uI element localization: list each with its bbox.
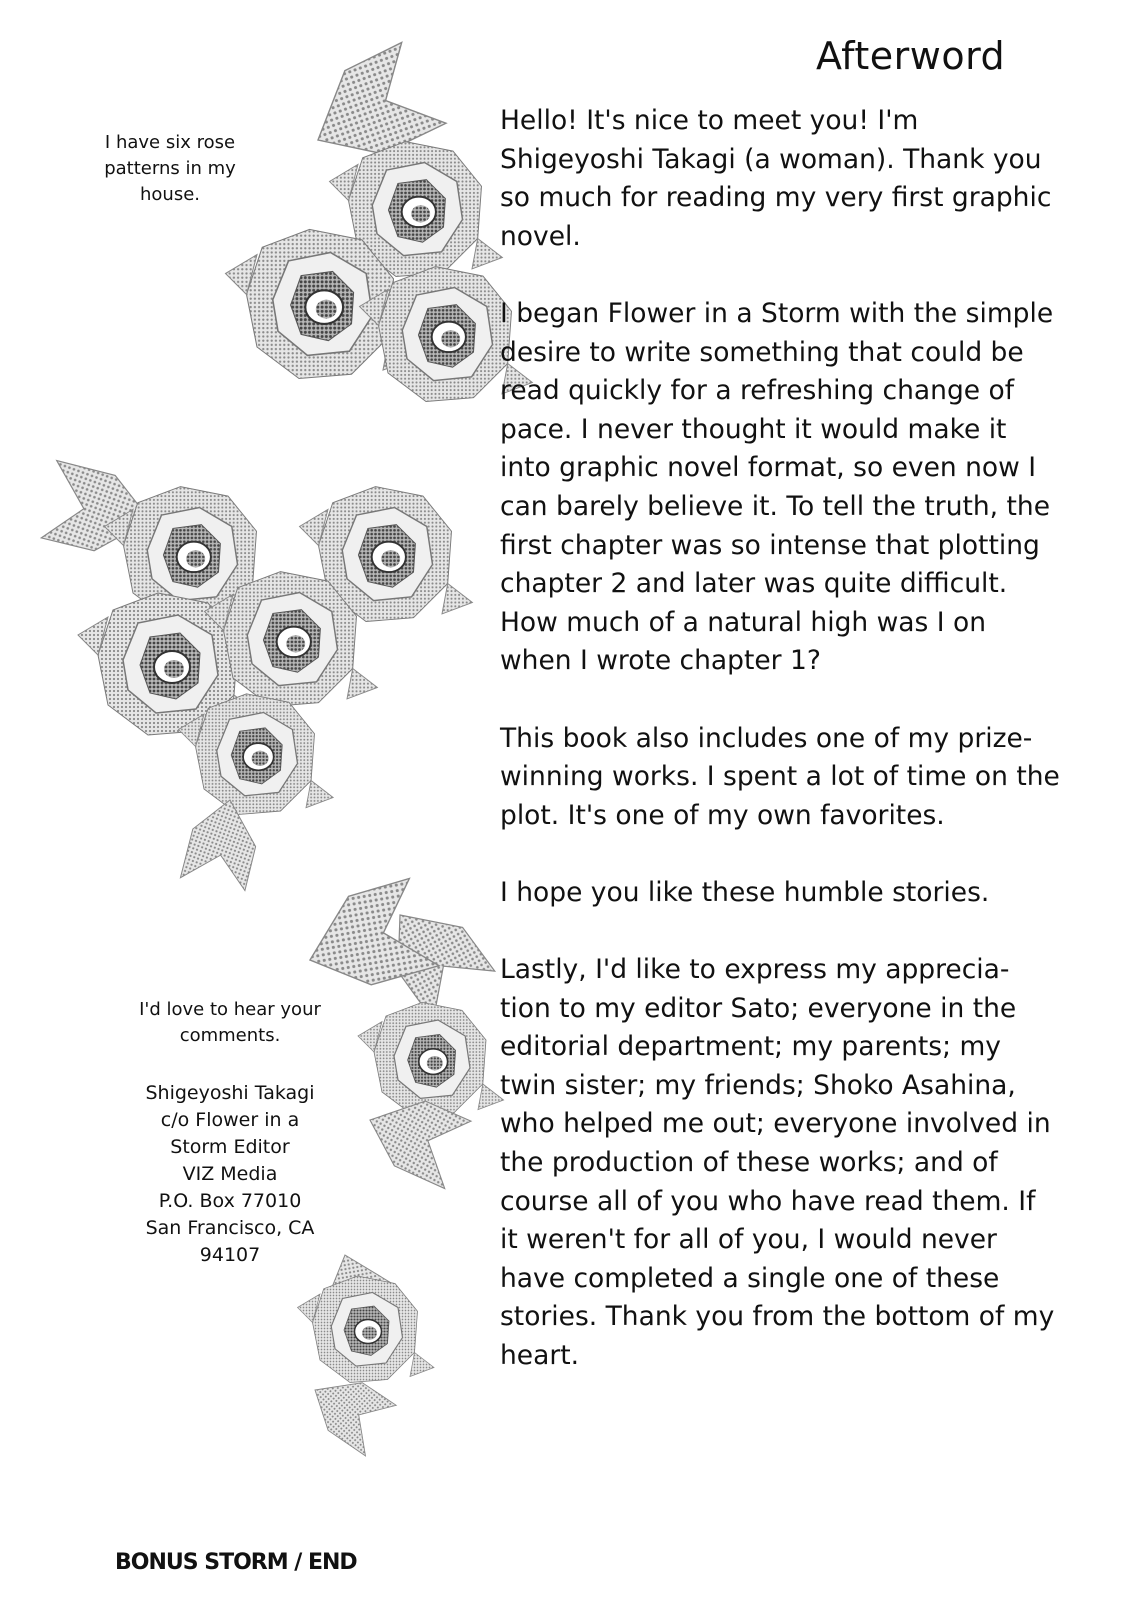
paragraph-story-origin: I began Flower in a Storm with the simple desire to write something that could be read quickly for a refreshing change of pace. I never thought it would make it into graphic novel format, so even now I can barely believe it. To tell the truth, the first chapter was so intense that plotting chapter 2 and later was quite difficult. How much of a natural high was I on when I wrote chapter 1? [500, 297, 1054, 677]
address-line: San Francisco, CA [145, 1217, 315, 1239]
comments-note: I'd love to hear your comments. [139, 999, 321, 1046]
address-line: 94107 [199, 1244, 261, 1266]
address-line: Storm Editor [170, 1136, 290, 1158]
rose-patterns-note: I have six rose patterns in my house. [104, 132, 236, 205]
end-label: BONUS STORM / END [115, 1550, 357, 1575]
address-line: Shigeyoshi Takagi [145, 1082, 315, 1104]
address-line: VIZ Media [182, 1163, 278, 1185]
paragraph-greeting: Hello! It's nice to meet you! I'm Shigeyoshi Takagi (a woman). Thank you so much for reading my very first graphic novel. [500, 105, 1052, 252]
afterword-body [500, 102, 1060, 1376]
address-line: c/o Flower in a [160, 1109, 300, 1131]
page-title: Afterword [816, 34, 1006, 78]
mailing-address [120, 1080, 340, 1269]
paragraph-thanks: Lastly, I'd like to express my apprecia-tion to my editor Sato; everyone in the editorial department; my parents; my twin sister; my friends; Shoko Asahina, who helped me out; everyone involved in the production of these works; and of course all of you who have read them. If it weren't for all of you, I would never have completed a single one of these stories. Thank you from the bottom of my heart. [500, 954, 1055, 1371]
paragraph-hope: I hope you like these humble stories. [500, 876, 990, 908]
address-line: P.O. Box 77010 [158, 1190, 302, 1212]
paragraph-prize-work: This book also includes one of my prize-winning works. I spent a lot of time on the plot. It's one of my own favorites. [500, 722, 1060, 831]
